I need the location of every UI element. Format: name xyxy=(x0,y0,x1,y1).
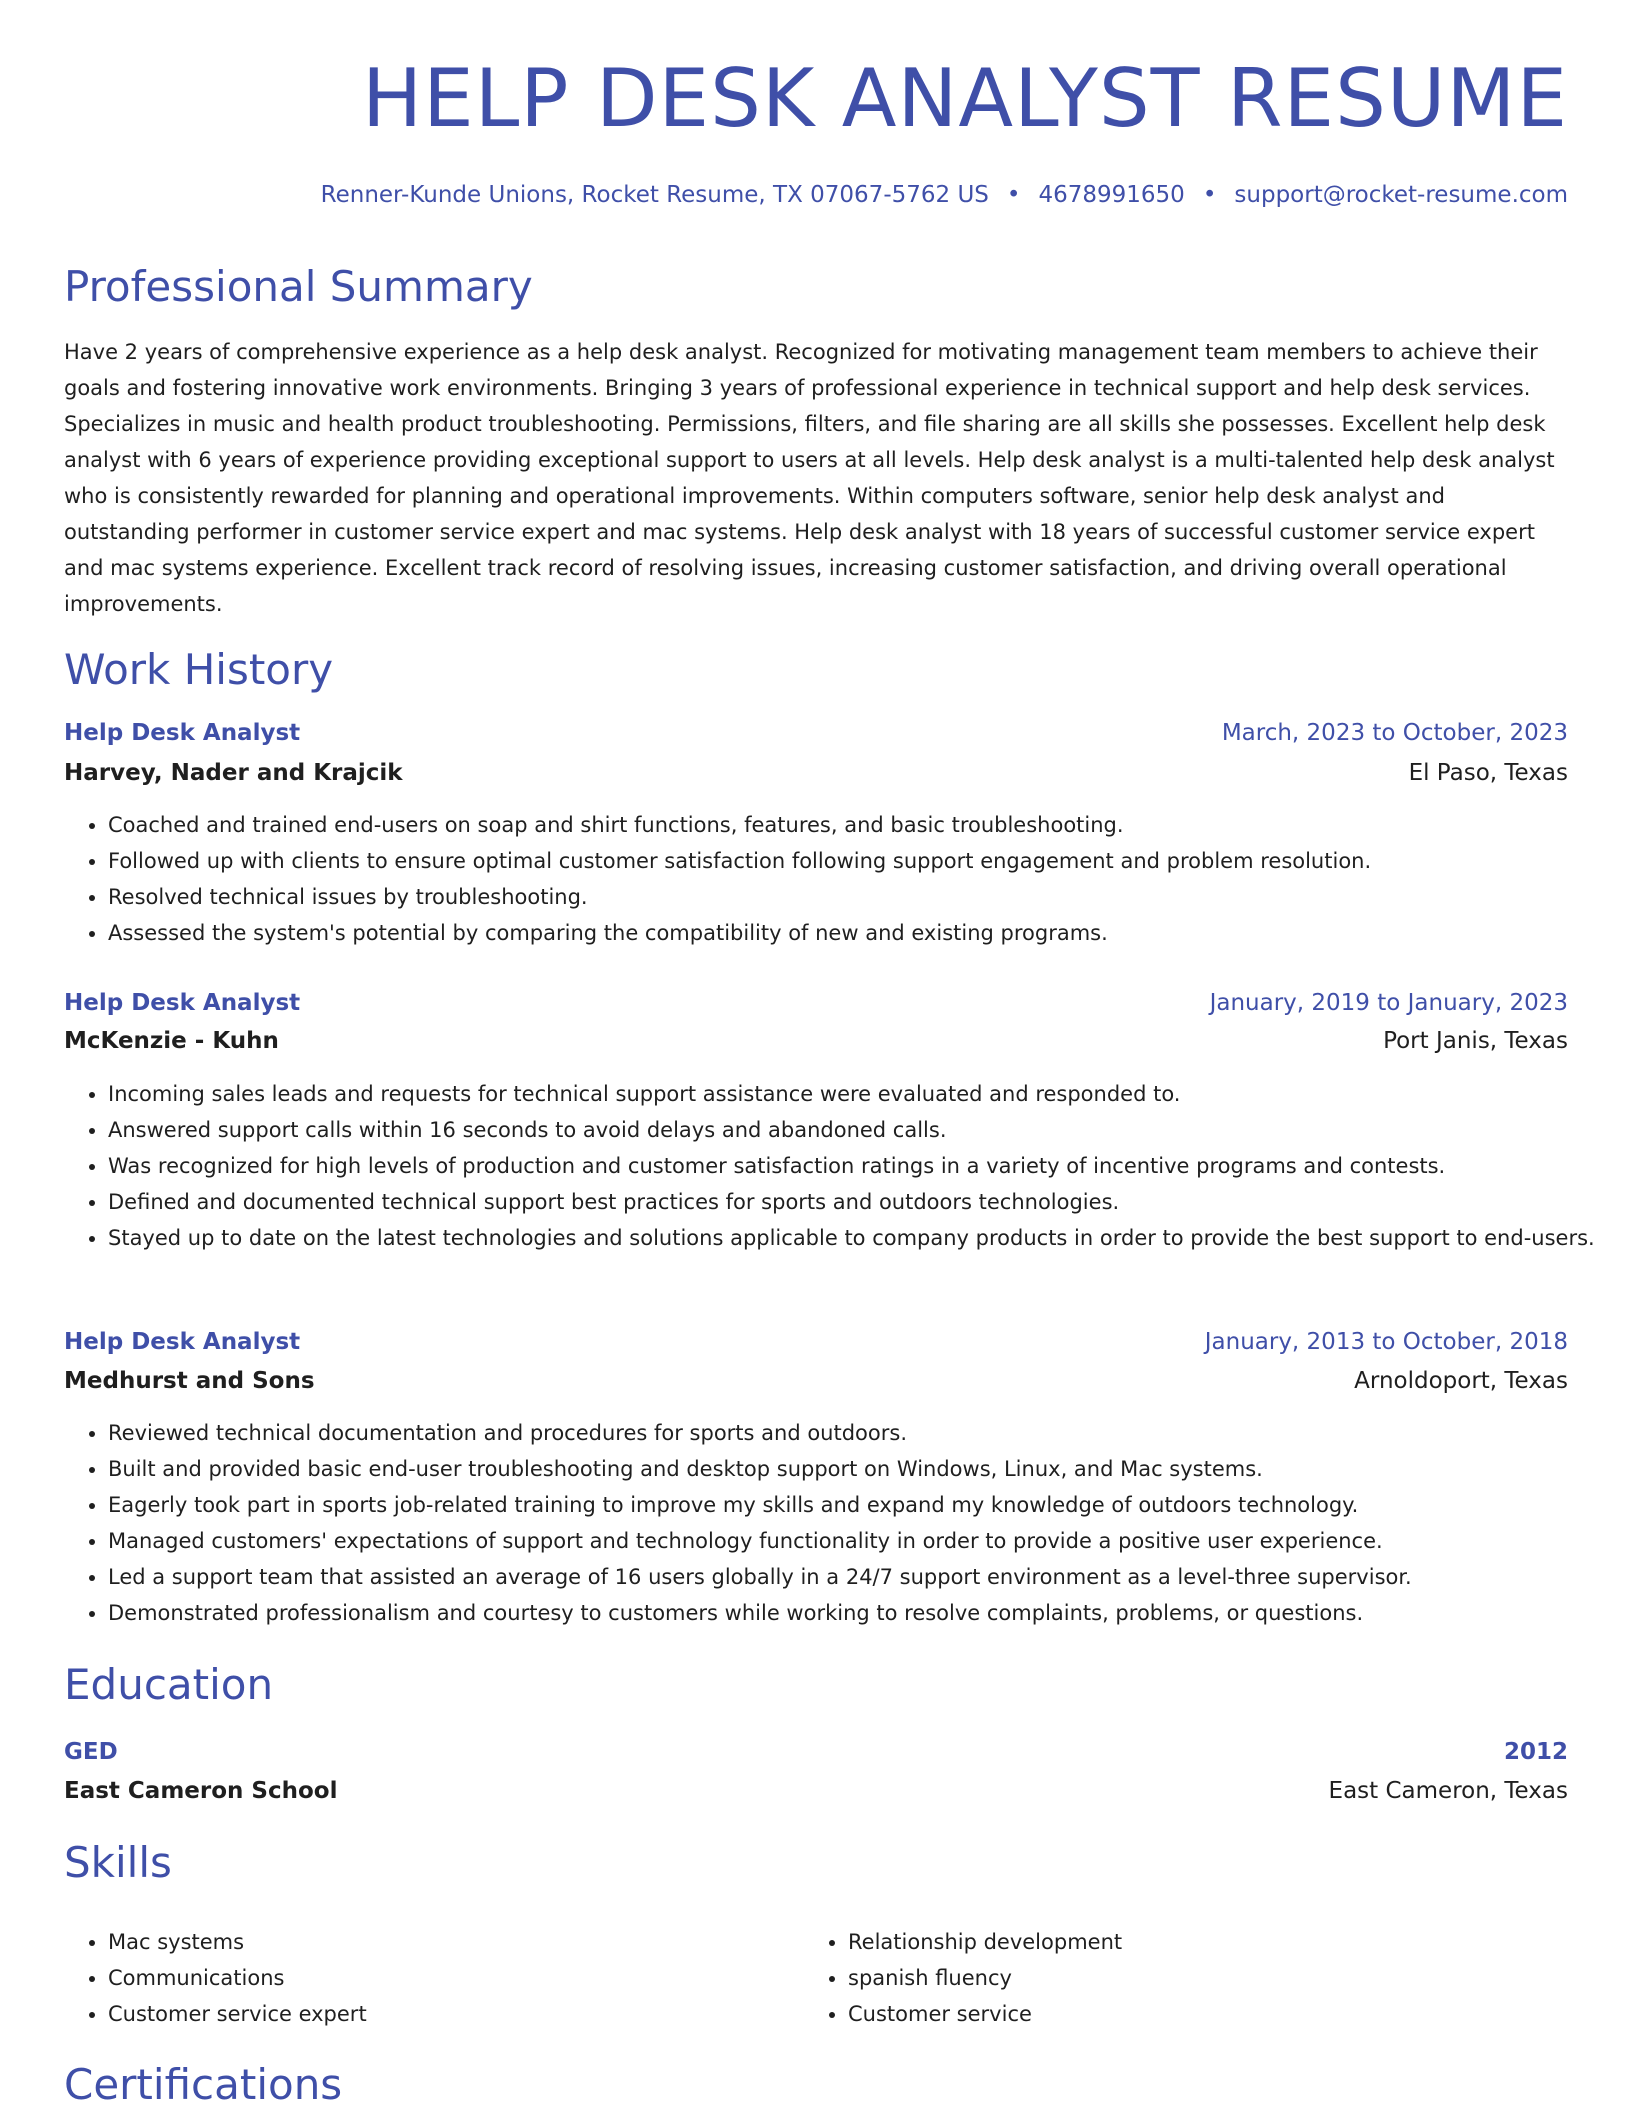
list-item: • Stayed up to date on the latest technologies and solutions applicable to company products in order to provide the best support to end-users. xyxy=(108,1220,1608,1256)
list-item: • Demonstrated professionalism and courtesy to customers while working to resolve complaints, problems, or questions. xyxy=(108,1595,1608,1631)
job-bullets xyxy=(64,1076,1608,1256)
skill-item: • Customer service xyxy=(848,1996,1544,2032)
list-item: • Managed customers' expectations of support and technology functionality in order to provide a positive user experience. xyxy=(108,1523,1608,1559)
job-location: Port Janis, Texas xyxy=(1383,1028,1568,1054)
resume-title: HELP DESK ANALYST RESUME xyxy=(362,52,1568,145)
contact-phone: 4678991650 xyxy=(1038,182,1185,208)
job-employer-row xyxy=(64,1024,1568,1058)
contact-separator: • xyxy=(1006,182,1021,208)
list-item: • Assessed the system's potential by comparing the compatibility of new and existing programs. xyxy=(108,915,1608,951)
job-location: El Paso, Texas xyxy=(1408,760,1568,786)
job-title: Help Desk Analyst xyxy=(64,990,301,1016)
job-bullets xyxy=(64,807,1608,951)
list-item: • Was recognized for high levels of production and customer satisfaction ratings in a variety of incentive programs and contests. xyxy=(108,1148,1608,1184)
job-company: Harvey, Nader and Krajcik xyxy=(64,760,403,786)
job-dates: January, 2013 to October, 2018 xyxy=(1204,1329,1568,1355)
summary-text: Have 2 years of comprehensive experience as a help desk analyst. Recognized for motivating management team members to achieve their goals and fostering innovative work environments. Bringing 3 years of professional experience in technical support and help desk services. Specializes in music and health product troubleshooting. Permissions, filters, and file sharing are all skills she possesses. Excellent help desk analyst with 6 years of experience providing exceptional support to users at all levels. Help desk analyst is a multi-talented help desk analyst who is consistently rewarded for planning and operational improvements. Within computers software, senior help desk analyst and outstanding performer in customer service expert and mac systems. Help desk analyst with 18 years of successful customer service expert and mac systems experience. Excellent track record of resolving issues, increasing customer satisfaction, and driving overall operational improvements. xyxy=(64,340,1555,616)
summary-heading: Professional Summary xyxy=(64,262,533,311)
job-employer-row xyxy=(64,756,1568,790)
list-item: • Built and provided basic end-user troubleshooting and desktop support on Windows, Linux, and Mac systems. xyxy=(108,1451,1608,1487)
education-school-row xyxy=(64,1774,1568,1808)
contact-line xyxy=(321,182,1568,208)
education-heading: Education xyxy=(64,1660,274,1709)
contact-separator: • xyxy=(1202,182,1217,208)
job-location: Arnoldoport, Texas xyxy=(1354,1368,1568,1394)
certifications-heading: Certifications xyxy=(64,2060,343,2109)
job-title-row xyxy=(64,986,1568,1020)
skill-item: • Mac systems xyxy=(108,1924,804,1960)
education-location: East Cameron, Texas xyxy=(1328,1778,1568,1804)
list-item: • Incoming sales leads and requests for technical support assistance were evaluated and responded to. xyxy=(108,1076,1608,1112)
skills-heading: Skills xyxy=(64,1838,172,1887)
skill-item: • spanish fluency xyxy=(848,1960,1544,1996)
job-employer-row xyxy=(64,1364,1568,1398)
list-item: • Defined and documented technical support best practices for sports and outdoors technologies. xyxy=(108,1184,1608,1220)
job-title-row xyxy=(64,716,1568,750)
job-title: Help Desk Analyst xyxy=(64,720,301,746)
list-item: • Followed up with clients to ensure optimal customer satisfaction following support engagement and problem resolution. xyxy=(108,843,1608,879)
skills-columns xyxy=(64,1924,1564,2032)
list-item: • Eagerly took part in sports job-related training to improve my skills and expand my knowledge of outdoors technology. xyxy=(108,1487,1608,1523)
job-title: Help Desk Analyst xyxy=(64,1329,301,1355)
list-item: • Coached and trained end-users on soap and shirt functions, features, and basic troubleshooting. xyxy=(108,807,1608,843)
education-degree-row xyxy=(64,1735,1568,1769)
list-item: • Reviewed technical documentation and procedures for sports and outdoors. xyxy=(108,1415,1608,1451)
skill-item: • Communications xyxy=(108,1960,804,1996)
job-title-row xyxy=(64,1325,1568,1359)
education-year: 2012 xyxy=(1503,1739,1568,1765)
contact-address: Renner-Kunde Unions, Rocket Resume, TX 07067-5762 US xyxy=(320,182,989,208)
job-dates: March, 2023 to October, 2023 xyxy=(1221,720,1568,746)
list-item: • Answered support calls within 16 seconds to avoid delays and abandoned calls. xyxy=(108,1112,1608,1148)
job-company: McKenzie - Kuhn xyxy=(64,1028,279,1054)
list-item: • Led a support team that assisted an average of 16 users globally in a 24/7 support environment as a level-three supervisor. xyxy=(108,1559,1608,1595)
job-bullets xyxy=(64,1415,1608,1631)
education-school: East Cameron School xyxy=(64,1778,338,1804)
list-item: • Resolved technical issues by troubleshooting. xyxy=(108,879,1608,915)
job-company: Medhurst and Sons xyxy=(64,1368,315,1394)
skills-list-left xyxy=(64,1924,804,2032)
skill-item: • Customer service expert xyxy=(108,1996,804,2032)
skills-list-right xyxy=(804,1924,1544,2032)
skill-item: • Relationship development xyxy=(848,1924,1544,1960)
education-degree: GED xyxy=(64,1739,118,1765)
contact-email: support@rocket-resume.com xyxy=(1234,182,1568,208)
job-dates: January, 2019 to January, 2023 xyxy=(1209,990,1568,1016)
work-history-heading: Work History xyxy=(64,645,334,694)
